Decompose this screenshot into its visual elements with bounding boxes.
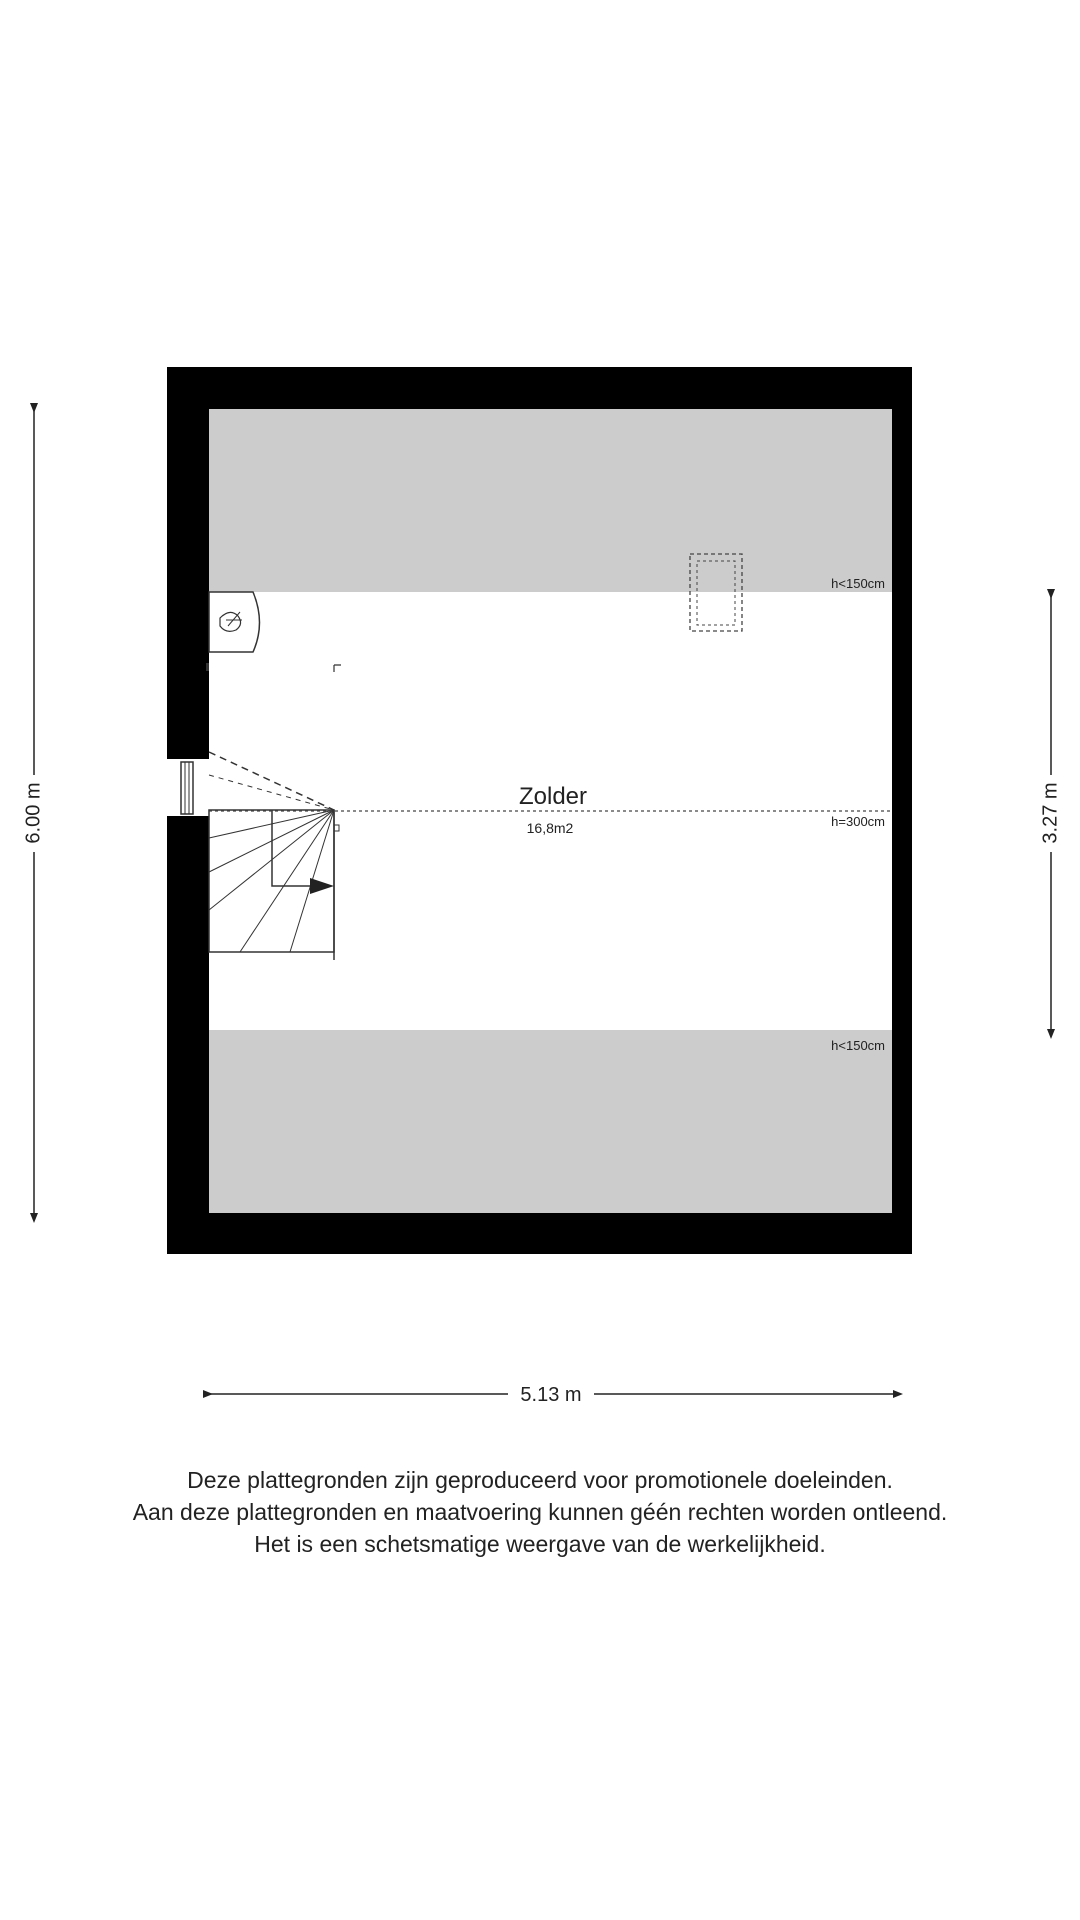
corner-marker-icon: [334, 665, 341, 672]
dimension-height: [22, 408, 44, 1218]
wall-left-lower: [167, 816, 209, 1254]
low-ceiling-zone-bottom: [209, 1030, 892, 1213]
height-label-bottom: h<150cm: [831, 1038, 885, 1053]
staircase: [209, 752, 339, 960]
dimension-clear-zone-label: 3.27 m: [1039, 782, 1062, 844]
disclaimer: [0, 1464, 1080, 1560]
room-area: 16,8m2: [526, 820, 574, 836]
window-left: [181, 762, 193, 814]
dimension-height-label: 6.00 m: [22, 782, 45, 844]
wall-right: [892, 367, 912, 1254]
disclaimer-line-3: Het is een schetsmatige weergave van de werkelijkheid.: [254, 1531, 826, 1557]
height-label-middle: h=300cm: [831, 814, 885, 829]
disclaimer-line-1: Deze plattegronden zijn geproduceerd voor promotionele doeleinden.: [187, 1467, 893, 1493]
disclaimer-line-2: Aan deze plattegronden en maatvoering kunnen géén rechten worden ontleend.: [132, 1499, 948, 1525]
wall-top: [167, 367, 912, 409]
boiler-icon: [206, 592, 260, 671]
dimension-width: [208, 1384, 898, 1406]
wall-bottom: [167, 1213, 912, 1254]
dimension-clear-zone: [1039, 594, 1061, 1034]
dimension-width-label: 5.13 m: [520, 1384, 582, 1406]
low-ceiling-zone-top: [209, 409, 892, 592]
room-name: Zolder: [518, 783, 588, 810]
wall-left-upper: [167, 367, 209, 759]
height-label-top: h<150cm: [831, 576, 885, 591]
